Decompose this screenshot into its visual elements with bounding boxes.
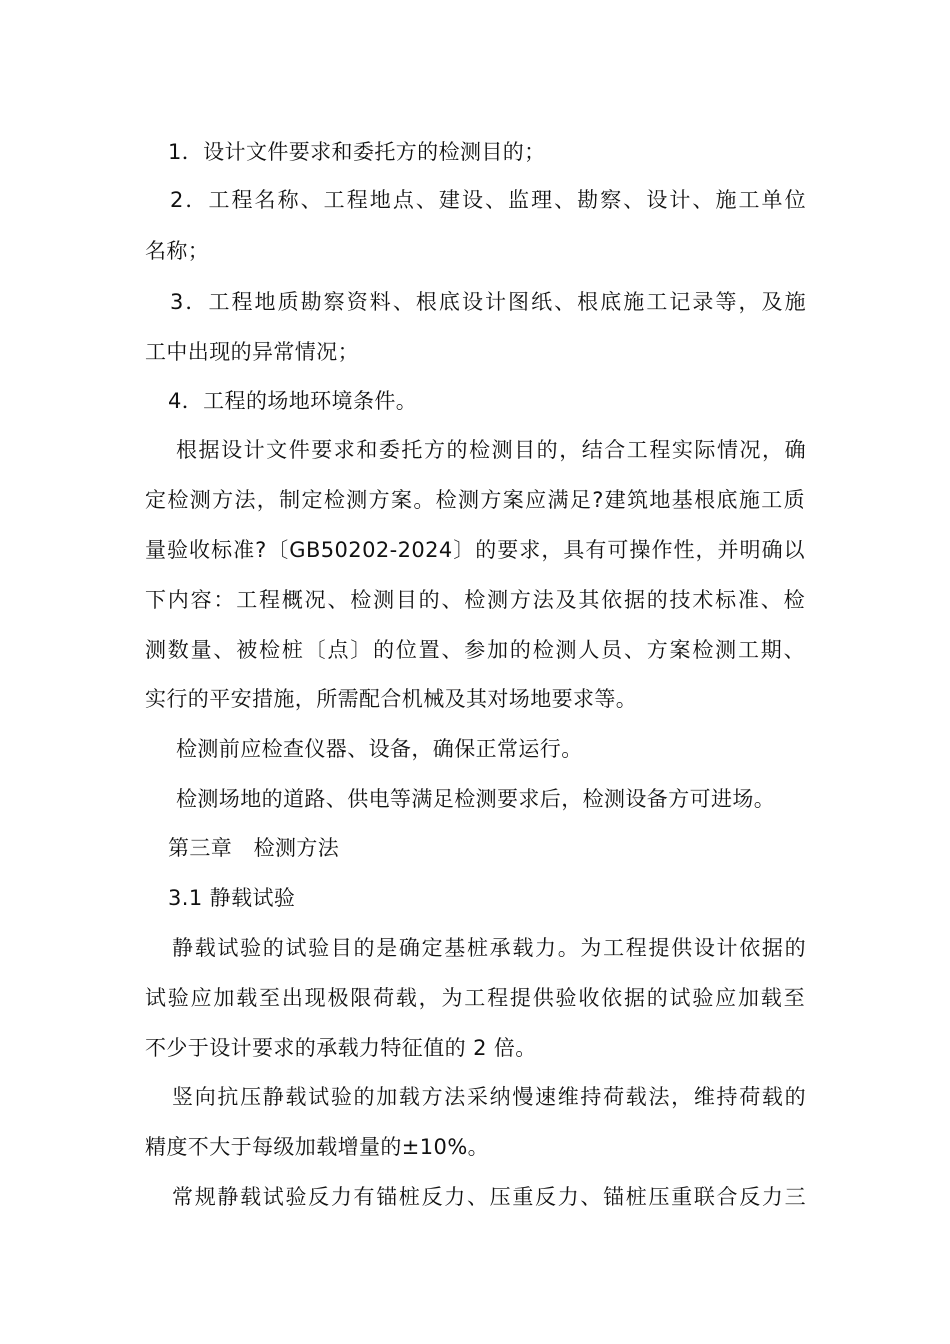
list-item-2: 2．工程名称、工程地点、建设、监理、勘察、设计、施工单位: [170, 188, 806, 212]
chapter-heading: 第三章 检测方法: [168, 836, 340, 860]
paragraph-line: 精度不大于每级加载增量的±10%。: [145, 1135, 490, 1159]
paragraph-line: 下内容：工程概况、检测目的、检测方法及其依据的技术标准、检: [145, 588, 805, 612]
paragraph-line: 量验收标准?〔GB50202-2024〕的要求，具有可操作性，并明确以: [145, 538, 805, 562]
paragraph-line: 检测前应检查仪器、设备，确保正常运行。: [176, 737, 583, 761]
paragraph-line: 静载试验的试验目的是确定基桩承载力。为工程提供设计依据的: [172, 936, 806, 960]
paragraph-line: 根据设计文件要求和委托方的检测目的，结合工程实际情况，确: [176, 438, 806, 462]
list-item-2-cont: 名称；: [145, 239, 210, 263]
paragraph-line: 检测场地的道路、供电等满足检测要求后，检测设备方可进场。: [176, 787, 776, 811]
paragraph-line: 定检测方法，制定检测方案。检测方案应满足?建筑地基根底施工质: [145, 488, 805, 512]
list-item-3-cont: 工中出现的异常情况；: [145, 340, 359, 364]
list-item-1: 1．设计文件要求和委托方的检测目的；: [168, 140, 546, 164]
paragraph-line: 实行的平安措施，所需配合机械及其对场地要求等。: [145, 687, 638, 711]
section-heading: 3.1 静载试验: [168, 886, 296, 910]
list-item-4: 4．工程的场地环境条件。: [168, 389, 418, 413]
paragraph-line: 测数量、被检桩〔点〕的位置、参加的检测人员、方案检测工期、: [145, 638, 805, 662]
paragraph-line: 竖向抗压静载试验的加载方法采纳慢速维持荷载法，维持荷载的: [172, 1085, 806, 1109]
paragraph-line: 试验应加载至出现极限荷载，为工程提供验收依据的试验应加载至: [145, 986, 805, 1010]
paragraph-line: 常规静载试验反力有锚桩反力、压重反力、锚桩压重联合反力三: [172, 1185, 806, 1209]
paragraph-line: 不少于设计要求的承载力特征值的 2 倍。: [145, 1036, 537, 1060]
list-item-3: 3．工程地质勘察资料、根底设计图纸、根底施工记录等，及施: [170, 290, 806, 314]
